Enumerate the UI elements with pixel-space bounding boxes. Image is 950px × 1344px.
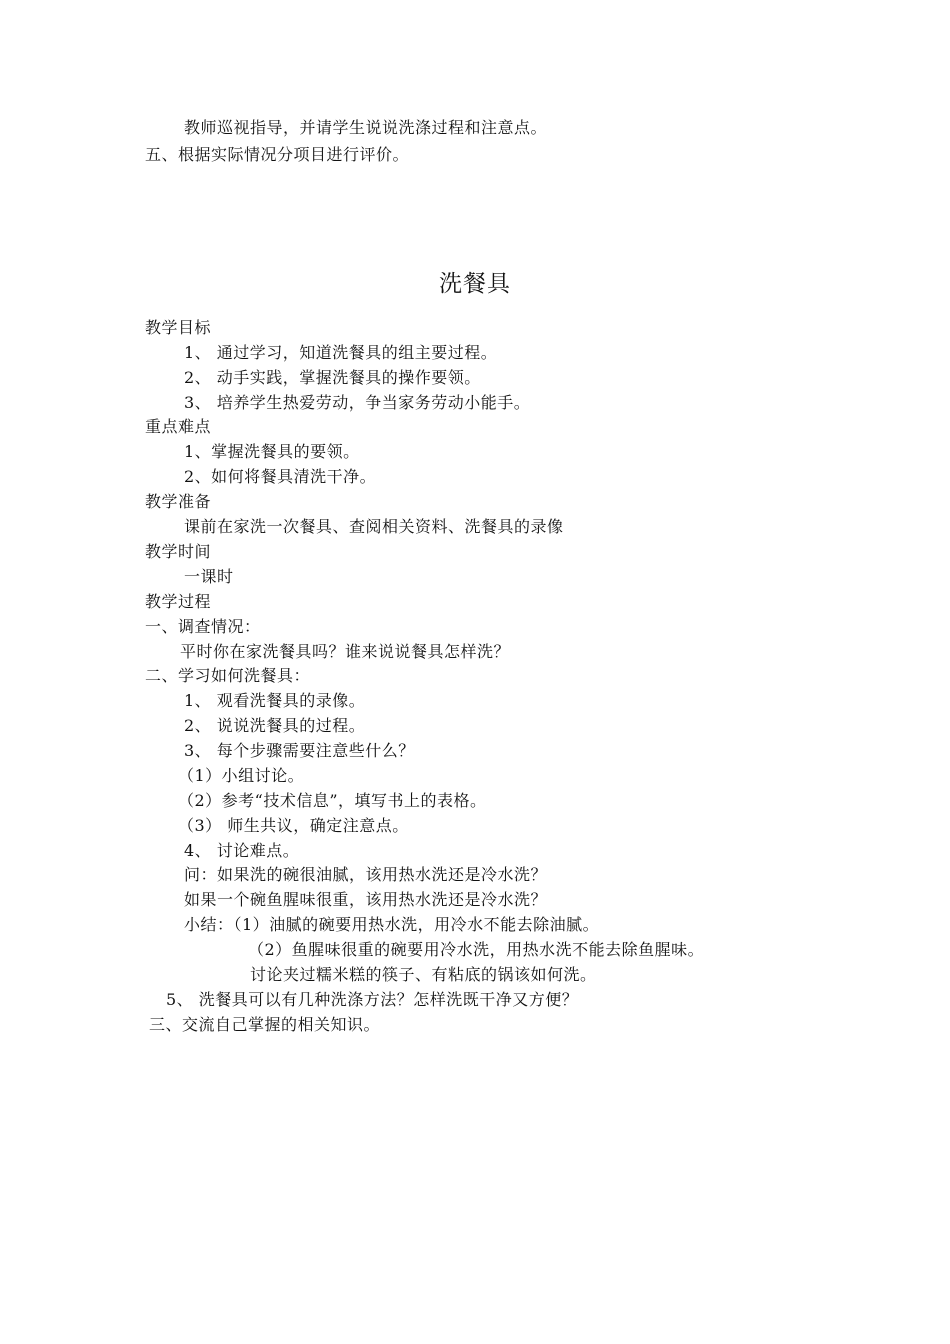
- section-two-learning: 二、学习如何洗餐具：: [145, 666, 311, 685]
- difficulty-item-1: 1、掌握洗餐具的要领。: [184, 442, 360, 461]
- heading-teaching-goals: 教学目标: [145, 318, 212, 337]
- document-title: 洗餐具: [439, 271, 511, 297]
- heading-teaching-process: 教学过程: [145, 592, 212, 611]
- summary-line-1: 小结：（1）油腻的碗要用热水洗，用冷水不能去除油腻。: [184, 915, 600, 934]
- heading-teaching-time: 教学时间: [145, 542, 212, 561]
- teaching-time-text: 一课时: [184, 567, 234, 586]
- survey-question: 平时你在家洗餐具吗？谁来说说餐具怎样洗？: [180, 642, 511, 661]
- question-fishy-bowl: 如果一个碗鱼腥味很重，该用热水洗还是冷水洗？: [184, 890, 548, 909]
- heading-preparation: 教学准备: [145, 492, 212, 511]
- section-three-exchange: 三、交流自己掌握的相关知识。: [149, 1015, 381, 1034]
- heading-key-difficulties: 重点难点: [145, 417, 212, 436]
- goal-item-3: 3、 培养学生热爱劳动，争当家务劳动小能手。: [184, 393, 531, 412]
- substep-3: （3） 师生共议，确定注意点。: [178, 816, 409, 835]
- goal-item-1: 1、 通过学习，知道洗餐具的组主要过程。: [184, 343, 498, 362]
- section-five-evaluation: 五、根据实际情况分项目进行评价。: [145, 145, 410, 164]
- learning-step-3: 3、 每个步骤需要注意些什么？: [184, 741, 415, 760]
- learning-step-5: 5、 洗餐具可以有几种洗涤方法？怎样洗既干净又方便？: [166, 990, 579, 1009]
- learning-step-2: 2、 说说洗餐具的过程。: [184, 716, 366, 735]
- summary-line-3: 讨论夹过糯米糕的筷子、有粘底的锅该如何洗。: [250, 965, 597, 984]
- goal-item-2: 2、 动手实践，掌握洗餐具的操作要领。: [184, 368, 481, 387]
- learning-step-4: 4、 讨论难点。: [184, 841, 300, 860]
- substep-2: （2）参考“技术信息”，填写书上的表格。: [178, 791, 487, 810]
- text-line-teacher-guidance: 教师巡视指导，并请学生说说洗涤过程和注意点。: [184, 118, 548, 137]
- learning-step-1: 1、 观看洗餐具的录像。: [184, 691, 366, 710]
- preparation-text: 课前在家洗一次餐具、查阅相关资料、洗餐具的录像: [184, 517, 564, 536]
- section-one-survey: 一、调查情况：: [145, 617, 261, 636]
- substep-1: （1）小组讨论。: [178, 766, 305, 785]
- difficulty-item-2: 2、如何将餐具清洗干净。: [184, 467, 377, 486]
- question-greasy-bowl: 问：如果洗的碗很油腻，该用热水洗还是冷水洗？: [184, 865, 548, 884]
- summary-line-2: （2）鱼腥味很重的碗要用冷水洗，用热水洗不能去除鱼腥味。: [248, 940, 705, 959]
